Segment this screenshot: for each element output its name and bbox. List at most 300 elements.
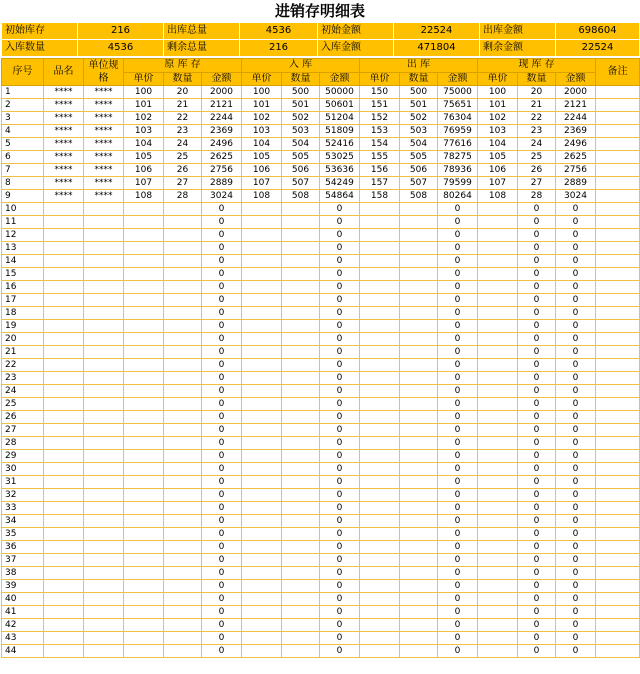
cell-name[interactable] [44, 398, 84, 411]
cell-open-qty[interactable] [164, 385, 202, 398]
cell-open-amount[interactable]: 0 [202, 528, 242, 541]
cell-in-price[interactable] [242, 359, 282, 372]
cell-cur-price[interactable] [478, 294, 518, 307]
cell-open-amount[interactable]: 0 [202, 437, 242, 450]
cell-unit[interactable] [84, 450, 124, 463]
cell-cur-amount[interactable]: 0 [556, 294, 596, 307]
cell-unit[interactable] [84, 645, 124, 658]
summary-value[interactable]: 216 [240, 40, 318, 57]
cell-in-amount[interactable]: 0 [320, 359, 360, 372]
cell-index[interactable]: 34 [2, 515, 44, 528]
cell-index[interactable]: 25 [2, 398, 44, 411]
cell-out-price[interactable] [360, 372, 400, 385]
cell-name[interactable] [44, 372, 84, 385]
cell-in-qty[interactable]: 501 [282, 99, 320, 112]
cell-index[interactable]: 9 [2, 190, 44, 203]
cell-in-price[interactable] [242, 515, 282, 528]
cell-in-amount[interactable]: 0 [320, 333, 360, 346]
cell-index[interactable]: 43 [2, 632, 44, 645]
cell-out-price[interactable] [360, 632, 400, 645]
cell-in-price[interactable]: 105 [242, 151, 282, 164]
cell-out-amount[interactable]: 0 [438, 242, 478, 255]
cell-in-amount[interactable]: 0 [320, 463, 360, 476]
cell-cur-qty[interactable]: 0 [518, 281, 556, 294]
cell-cur-qty[interactable]: 0 [518, 645, 556, 658]
cell-in-price[interactable] [242, 619, 282, 632]
cell-open-qty[interactable] [164, 242, 202, 255]
cell-cur-price[interactable]: 102 [478, 112, 518, 125]
cell-open-amount[interactable]: 3024 [202, 190, 242, 203]
cell-cur-price[interactable] [478, 502, 518, 515]
cell-open-price[interactable] [124, 515, 164, 528]
cell-index[interactable]: 35 [2, 528, 44, 541]
cell-cur-amount[interactable]: 0 [556, 346, 596, 359]
cell-open-amount[interactable]: 0 [202, 606, 242, 619]
cell-remark[interactable] [596, 320, 640, 333]
cell-cur-price[interactable] [478, 593, 518, 606]
cell-in-qty[interactable] [282, 346, 320, 359]
cell-out-qty[interactable] [400, 346, 438, 359]
cell-out-qty[interactable] [400, 632, 438, 645]
cell-open-qty[interactable]: 21 [164, 99, 202, 112]
cell-out-price[interactable] [360, 463, 400, 476]
cell-open-amount[interactable]: 0 [202, 554, 242, 567]
cell-cur-amount[interactable]: 0 [556, 242, 596, 255]
cell-open-amount[interactable]: 0 [202, 320, 242, 333]
summary-value[interactable]: 471804 [394, 40, 480, 57]
cell-cur-qty[interactable]: 0 [518, 450, 556, 463]
cell-open-amount[interactable]: 2496 [202, 138, 242, 151]
cell-open-price[interactable]: 104 [124, 138, 164, 151]
cell-open-price[interactable] [124, 502, 164, 515]
cell-cur-qty[interactable]: 24 [518, 138, 556, 151]
cell-in-price[interactable] [242, 437, 282, 450]
cell-open-amount[interactable]: 0 [202, 333, 242, 346]
cell-in-price[interactable] [242, 554, 282, 567]
cell-remark[interactable] [596, 567, 640, 580]
cell-out-price[interactable] [360, 515, 400, 528]
cell-in-amount[interactable]: 54249 [320, 177, 360, 190]
cell-out-price[interactable] [360, 619, 400, 632]
cell-in-price[interactable] [242, 541, 282, 554]
cell-index[interactable]: 12 [2, 229, 44, 242]
cell-in-qty[interactable] [282, 398, 320, 411]
cell-name[interactable]: **** [44, 177, 84, 190]
cell-open-qty[interactable] [164, 450, 202, 463]
cell-name[interactable]: **** [44, 138, 84, 151]
cell-cur-qty[interactable]: 0 [518, 294, 556, 307]
cell-unit[interactable] [84, 502, 124, 515]
cell-open-amount[interactable]: 0 [202, 203, 242, 216]
cell-out-qty[interactable] [400, 268, 438, 281]
cell-index[interactable]: 27 [2, 424, 44, 437]
cell-cur-amount[interactable]: 0 [556, 372, 596, 385]
cell-cur-price[interactable] [478, 268, 518, 281]
cell-name[interactable] [44, 424, 84, 437]
cell-cur-price[interactable] [478, 372, 518, 385]
cell-in-amount[interactable]: 0 [320, 411, 360, 424]
cell-cur-amount[interactable]: 0 [556, 502, 596, 515]
cell-index[interactable]: 30 [2, 463, 44, 476]
cell-out-qty[interactable] [400, 255, 438, 268]
cell-unit[interactable]: **** [84, 99, 124, 112]
cell-open-amount[interactable]: 0 [202, 502, 242, 515]
cell-out-price[interactable] [360, 450, 400, 463]
cell-open-price[interactable] [124, 255, 164, 268]
cell-in-price[interactable] [242, 229, 282, 242]
cell-unit[interactable] [84, 281, 124, 294]
cell-name[interactable]: **** [44, 151, 84, 164]
cell-out-amount[interactable]: 0 [438, 255, 478, 268]
cell-in-qty[interactable] [282, 307, 320, 320]
cell-cur-price[interactable]: 106 [478, 164, 518, 177]
cell-in-qty[interactable] [282, 216, 320, 229]
cell-out-amount[interactable]: 0 [438, 632, 478, 645]
cell-remark[interactable] [596, 281, 640, 294]
cell-in-price[interactable] [242, 450, 282, 463]
cell-remark[interactable] [596, 294, 640, 307]
cell-in-amount[interactable]: 0 [320, 281, 360, 294]
cell-cur-price[interactable] [478, 255, 518, 268]
cell-open-amount[interactable]: 2244 [202, 112, 242, 125]
cell-out-amount[interactable]: 0 [438, 281, 478, 294]
cell-out-price[interactable] [360, 541, 400, 554]
cell-in-qty[interactable] [282, 632, 320, 645]
cell-out-amount[interactable]: 0 [438, 346, 478, 359]
cell-in-price[interactable] [242, 203, 282, 216]
cell-unit[interactable]: **** [84, 112, 124, 125]
cell-cur-amount[interactable]: 2625 [556, 151, 596, 164]
cell-in-qty[interactable] [282, 385, 320, 398]
cell-out-qty[interactable] [400, 424, 438, 437]
cell-cur-qty[interactable]: 0 [518, 437, 556, 450]
cell-open-price[interactable] [124, 307, 164, 320]
cell-cur-amount[interactable]: 0 [556, 606, 596, 619]
cell-open-price[interactable]: 101 [124, 99, 164, 112]
cell-out-price[interactable] [360, 359, 400, 372]
cell-in-price[interactable]: 106 [242, 164, 282, 177]
cell-out-price[interactable]: 156 [360, 164, 400, 177]
cell-in-amount[interactable]: 0 [320, 515, 360, 528]
cell-index[interactable]: 16 [2, 281, 44, 294]
cell-open-price[interactable] [124, 268, 164, 281]
cell-open-price[interactable] [124, 554, 164, 567]
cell-open-price[interactable]: 103 [124, 125, 164, 138]
cell-open-amount[interactable]: 0 [202, 398, 242, 411]
cell-open-amount[interactable]: 0 [202, 372, 242, 385]
cell-out-qty[interactable]: 503 [400, 125, 438, 138]
cell-name[interactable] [44, 333, 84, 346]
cell-name[interactable] [44, 294, 84, 307]
cell-out-amount[interactable]: 0 [438, 554, 478, 567]
cell-out-qty[interactable] [400, 372, 438, 385]
cell-name[interactable] [44, 515, 84, 528]
cell-index[interactable]: 11 [2, 216, 44, 229]
cell-name[interactable] [44, 307, 84, 320]
cell-cur-qty[interactable]: 0 [518, 372, 556, 385]
cell-in-price[interactable] [242, 268, 282, 281]
cell-in-amount[interactable]: 0 [320, 242, 360, 255]
cell-out-price[interactable]: 152 [360, 112, 400, 125]
cell-remark[interactable] [596, 216, 640, 229]
cell-cur-qty[interactable]: 0 [518, 411, 556, 424]
cell-unit[interactable] [84, 619, 124, 632]
cell-out-qty[interactable]: 500 [400, 86, 438, 99]
cell-name[interactable] [44, 203, 84, 216]
cell-open-amount[interactable]: 0 [202, 255, 242, 268]
cell-cur-qty[interactable]: 0 [518, 515, 556, 528]
cell-cur-amount[interactable]: 2000 [556, 86, 596, 99]
cell-in-amount[interactable]: 0 [320, 385, 360, 398]
cell-cur-amount[interactable]: 0 [556, 333, 596, 346]
cell-in-amount[interactable]: 0 [320, 528, 360, 541]
cell-out-amount[interactable]: 0 [438, 580, 478, 593]
cell-out-qty[interactable] [400, 554, 438, 567]
cell-unit[interactable] [84, 528, 124, 541]
cell-cur-price[interactable] [478, 359, 518, 372]
cell-in-price[interactable] [242, 385, 282, 398]
cell-in-qty[interactable] [282, 372, 320, 385]
cell-in-amount[interactable]: 0 [320, 294, 360, 307]
cell-cur-price[interactable] [478, 242, 518, 255]
cell-in-qty[interactable] [282, 606, 320, 619]
cell-cur-qty[interactable]: 0 [518, 203, 556, 216]
cell-out-price[interactable] [360, 502, 400, 515]
cell-open-qty[interactable]: 28 [164, 190, 202, 203]
cell-out-price[interactable] [360, 242, 400, 255]
summary-value[interactable]: 698604 [556, 23, 640, 40]
cell-out-price[interactable] [360, 580, 400, 593]
cell-open-amount[interactable]: 0 [202, 359, 242, 372]
cell-in-qty[interactable] [282, 359, 320, 372]
cell-open-amount[interactable]: 0 [202, 268, 242, 281]
cell-index[interactable]: 42 [2, 619, 44, 632]
cell-cur-amount[interactable]: 2121 [556, 99, 596, 112]
cell-unit[interactable] [84, 606, 124, 619]
cell-cur-qty[interactable]: 21 [518, 99, 556, 112]
cell-out-price[interactable]: 157 [360, 177, 400, 190]
cell-cur-amount[interactable]: 0 [556, 489, 596, 502]
cell-unit[interactable] [84, 437, 124, 450]
cell-cur-price[interactable]: 100 [478, 86, 518, 99]
cell-unit[interactable]: **** [84, 125, 124, 138]
cell-open-amount[interactable]: 0 [202, 242, 242, 255]
cell-out-amount[interactable]: 0 [438, 268, 478, 281]
cell-unit[interactable] [84, 320, 124, 333]
cell-cur-qty[interactable]: 0 [518, 567, 556, 580]
cell-open-price[interactable]: 105 [124, 151, 164, 164]
cell-cur-amount[interactable]: 0 [556, 463, 596, 476]
cell-name[interactable]: **** [44, 164, 84, 177]
cell-cur-price[interactable] [478, 411, 518, 424]
cell-index[interactable]: 32 [2, 489, 44, 502]
cell-cur-amount[interactable]: 2369 [556, 125, 596, 138]
cell-remark[interactable] [596, 450, 640, 463]
cell-in-price[interactable] [242, 346, 282, 359]
cell-out-price[interactable]: 150 [360, 86, 400, 99]
cell-cur-price[interactable] [478, 437, 518, 450]
cell-out-price[interactable] [360, 294, 400, 307]
cell-open-qty[interactable]: 26 [164, 164, 202, 177]
cell-index[interactable]: 28 [2, 437, 44, 450]
cell-unit[interactable] [84, 372, 124, 385]
cell-open-qty[interactable] [164, 333, 202, 346]
cell-index[interactable]: 7 [2, 164, 44, 177]
cell-unit[interactable] [84, 203, 124, 216]
cell-out-amount[interactable]: 0 [438, 606, 478, 619]
cell-open-qty[interactable] [164, 580, 202, 593]
cell-out-price[interactable] [360, 281, 400, 294]
cell-remark[interactable] [596, 164, 640, 177]
cell-unit[interactable] [84, 463, 124, 476]
cell-cur-amount[interactable]: 2889 [556, 177, 596, 190]
cell-cur-price[interactable]: 108 [478, 190, 518, 203]
cell-out-amount[interactable]: 75000 [438, 86, 478, 99]
cell-unit[interactable]: **** [84, 138, 124, 151]
cell-in-qty[interactable] [282, 502, 320, 515]
cell-remark[interactable] [596, 99, 640, 112]
cell-out-price[interactable] [360, 203, 400, 216]
cell-open-price[interactable]: 107 [124, 177, 164, 190]
cell-in-amount[interactable]: 0 [320, 554, 360, 567]
cell-open-qty[interactable] [164, 229, 202, 242]
cell-unit[interactable] [84, 567, 124, 580]
cell-name[interactable] [44, 606, 84, 619]
cell-remark[interactable] [596, 203, 640, 216]
cell-open-amount[interactable]: 2000 [202, 86, 242, 99]
cell-index[interactable]: 17 [2, 294, 44, 307]
cell-cur-price[interactable]: 105 [478, 151, 518, 164]
cell-cur-amount[interactable]: 0 [556, 411, 596, 424]
cell-in-amount[interactable]: 54864 [320, 190, 360, 203]
cell-unit[interactable] [84, 554, 124, 567]
cell-name[interactable] [44, 255, 84, 268]
cell-out-amount[interactable]: 0 [438, 502, 478, 515]
cell-index[interactable]: 44 [2, 645, 44, 658]
cell-unit[interactable] [84, 411, 124, 424]
cell-in-qty[interactable] [282, 619, 320, 632]
cell-out-amount[interactable]: 0 [438, 203, 478, 216]
cell-name[interactable] [44, 580, 84, 593]
cell-open-amount[interactable]: 0 [202, 593, 242, 606]
cell-in-amount[interactable]: 53025 [320, 151, 360, 164]
cell-in-price[interactable] [242, 502, 282, 515]
cell-remark[interactable] [596, 424, 640, 437]
cell-open-price[interactable] [124, 619, 164, 632]
cell-index[interactable]: 22 [2, 359, 44, 372]
cell-cur-amount[interactable]: 2496 [556, 138, 596, 151]
cell-cur-price[interactable] [478, 424, 518, 437]
cell-remark[interactable] [596, 138, 640, 151]
cell-name[interactable] [44, 489, 84, 502]
cell-out-amount[interactable]: 77616 [438, 138, 478, 151]
cell-out-qty[interactable] [400, 645, 438, 658]
cell-open-amount[interactable]: 0 [202, 541, 242, 554]
cell-open-price[interactable] [124, 567, 164, 580]
cell-open-qty[interactable] [164, 359, 202, 372]
cell-remark[interactable] [596, 593, 640, 606]
cell-in-price[interactable]: 103 [242, 125, 282, 138]
cell-in-qty[interactable] [282, 567, 320, 580]
cell-open-price[interactable] [124, 541, 164, 554]
cell-open-amount[interactable]: 0 [202, 567, 242, 580]
cell-cur-amount[interactable]: 0 [556, 645, 596, 658]
cell-cur-qty[interactable]: 0 [518, 528, 556, 541]
cell-out-amount[interactable]: 0 [438, 567, 478, 580]
cell-name[interactable]: **** [44, 125, 84, 138]
cell-unit[interactable] [84, 307, 124, 320]
cell-unit[interactable] [84, 580, 124, 593]
cell-out-qty[interactable]: 504 [400, 138, 438, 151]
cell-cur-price[interactable] [478, 398, 518, 411]
cell-remark[interactable] [596, 502, 640, 515]
cell-out-amount[interactable]: 79599 [438, 177, 478, 190]
cell-index[interactable]: 10 [2, 203, 44, 216]
cell-index[interactable]: 4 [2, 125, 44, 138]
cell-cur-qty[interactable]: 28 [518, 190, 556, 203]
cell-in-qty[interactable] [282, 580, 320, 593]
cell-unit[interactable] [84, 632, 124, 645]
cell-in-amount[interactable]: 0 [320, 216, 360, 229]
cell-unit[interactable] [84, 424, 124, 437]
cell-cur-qty[interactable]: 0 [518, 541, 556, 554]
cell-index[interactable]: 15 [2, 268, 44, 281]
cell-open-price[interactable]: 100 [124, 86, 164, 99]
cell-cur-amount[interactable]: 0 [556, 580, 596, 593]
cell-in-amount[interactable]: 50000 [320, 86, 360, 99]
cell-out-amount[interactable]: 0 [438, 541, 478, 554]
cell-open-price[interactable] [124, 359, 164, 372]
cell-out-qty[interactable]: 502 [400, 112, 438, 125]
cell-cur-qty[interactable]: 0 [518, 216, 556, 229]
cell-cur-qty[interactable]: 0 [518, 593, 556, 606]
cell-in-qty[interactable] [282, 281, 320, 294]
cell-cur-amount[interactable]: 0 [556, 359, 596, 372]
summary-value[interactable]: 216 [78, 23, 164, 40]
cell-out-amount[interactable]: 76304 [438, 112, 478, 125]
cell-in-amount[interactable]: 0 [320, 203, 360, 216]
cell-in-price[interactable] [242, 411, 282, 424]
cell-in-price[interactable] [242, 398, 282, 411]
cell-open-price[interactable]: 108 [124, 190, 164, 203]
cell-in-qty[interactable]: 502 [282, 112, 320, 125]
cell-cur-qty[interactable]: 0 [518, 307, 556, 320]
cell-open-price[interactable] [124, 320, 164, 333]
cell-in-qty[interactable]: 508 [282, 190, 320, 203]
cell-in-amount[interactable]: 0 [320, 632, 360, 645]
cell-cur-price[interactable] [478, 463, 518, 476]
cell-out-qty[interactable]: 507 [400, 177, 438, 190]
cell-open-qty[interactable]: 24 [164, 138, 202, 151]
cell-name[interactable] [44, 541, 84, 554]
cell-index[interactable]: 19 [2, 320, 44, 333]
cell-in-qty[interactable] [282, 645, 320, 658]
cell-cur-amount[interactable]: 0 [556, 541, 596, 554]
cell-out-amount[interactable]: 0 [438, 398, 478, 411]
cell-remark[interactable] [596, 190, 640, 203]
cell-index[interactable]: 5 [2, 138, 44, 151]
cell-open-amount[interactable]: 0 [202, 450, 242, 463]
cell-cur-qty[interactable]: 0 [518, 385, 556, 398]
summary-value[interactable]: 4536 [78, 40, 164, 57]
cell-cur-price[interactable] [478, 554, 518, 567]
cell-open-price[interactable] [124, 333, 164, 346]
cell-open-qty[interactable] [164, 346, 202, 359]
cell-open-price[interactable] [124, 281, 164, 294]
cell-in-qty[interactable] [282, 411, 320, 424]
cell-open-qty[interactable] [164, 372, 202, 385]
cell-cur-price[interactable] [478, 489, 518, 502]
